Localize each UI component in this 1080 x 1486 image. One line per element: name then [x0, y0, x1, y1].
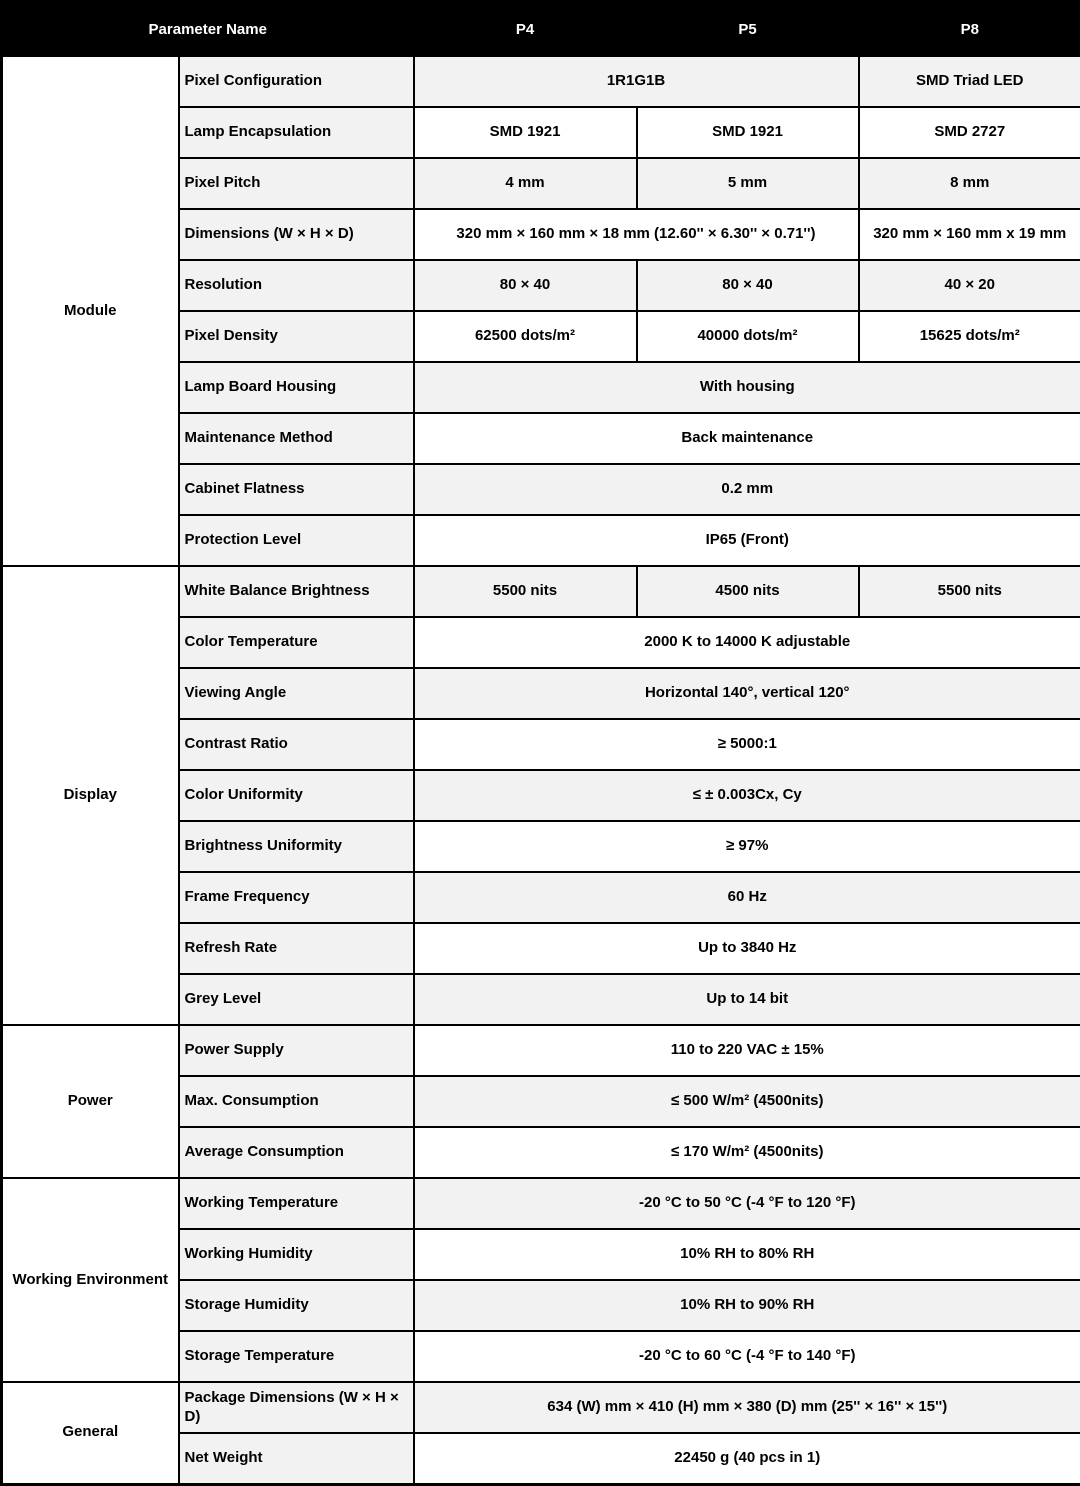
header-p8: P8 — [859, 2, 1080, 57]
value-cell: 1R1G1B — [414, 56, 859, 107]
value-cell: IP65 (Front) — [414, 515, 1080, 566]
value-cell: 4 mm — [414, 158, 637, 209]
param-cell: Pixel Density — [179, 311, 414, 362]
value-cell: Up to 3840 Hz — [414, 923, 1080, 974]
category-cell-module: Module — [2, 56, 179, 566]
value-cell: 0.2 mm — [414, 464, 1080, 515]
value-cell: SMD Triad LED — [859, 56, 1080, 107]
value-cell: 22450 g (40 pcs in 1) — [414, 1433, 1080, 1484]
param-cell: Pixel Pitch — [179, 158, 414, 209]
param-cell: Viewing Angle — [179, 668, 414, 719]
value-cell: ≤ 500 W/m² (4500nits) — [414, 1076, 1080, 1127]
value-cell: 320 mm × 160 mm × 18 mm (12.60'' × 6.30'' × 0.71'') — [414, 209, 859, 260]
param-cell: Storage Temperature — [179, 1331, 414, 1382]
param-cell: Power Supply — [179, 1025, 414, 1076]
param-cell: Lamp Board Housing — [179, 362, 414, 413]
value-cell: 10% RH to 80% RH — [414, 1229, 1080, 1280]
param-cell: Package Dimensions (W × H × D) — [179, 1382, 414, 1433]
table-row-working-temperature — [2, 1178, 1080, 1229]
value-cell: 40000 dots/m² — [637, 311, 859, 362]
table-row-power-supply — [2, 1025, 1080, 1076]
value-cell: 634 (W) mm × 410 (H) mm × 380 (D) mm (25'' × 16'' × 15'') — [414, 1382, 1080, 1433]
value-cell: 60 Hz — [414, 872, 1080, 923]
value-cell: 15625 dots/m² — [859, 311, 1080, 362]
param-cell: Protection Level — [179, 515, 414, 566]
value-cell: Back maintenance — [414, 413, 1080, 464]
param-cell: Contrast Ratio — [179, 719, 414, 770]
param-cell: Average Consumption — [179, 1127, 414, 1178]
value-cell: -20 °C to 60 °C (-4 °F to 140 °F) — [414, 1331, 1080, 1382]
table-row-pixel-configuration — [2, 56, 1080, 107]
value-cell: 40 × 20 — [859, 260, 1080, 311]
param-cell: Max. Consumption — [179, 1076, 414, 1127]
value-cell: 62500 dots/m² — [414, 311, 637, 362]
value-cell: ≤ 170 W/m² (4500nits) — [414, 1127, 1080, 1178]
value-cell: 5500 nits — [859, 566, 1080, 617]
value-cell: 320 mm × 160 mm x 19 mm — [859, 209, 1080, 260]
value-cell: ≥ 5000:1 — [414, 719, 1080, 770]
param-cell: Brightness Uniformity — [179, 821, 414, 872]
param-cell: Storage Humidity — [179, 1280, 414, 1331]
param-cell: Net Weight — [179, 1433, 414, 1484]
table-row-package-dimensions — [2, 1382, 1080, 1433]
value-cell: 110 to 220 VAC ± 15% — [414, 1025, 1080, 1076]
header-row — [2, 2, 1080, 57]
value-cell: SMD 1921 — [637, 107, 859, 158]
param-cell: Dimensions (W × H × D) — [179, 209, 414, 260]
value-cell: Up to 14 bit — [414, 974, 1080, 1025]
value-cell: Horizontal 140°, vertical 120° — [414, 668, 1080, 719]
header-p5: P5 — [637, 2, 859, 57]
param-cell: Cabinet Flatness — [179, 464, 414, 515]
param-cell: Refresh Rate — [179, 923, 414, 974]
value-cell: 10% RH to 90% RH — [414, 1280, 1080, 1331]
header-parameter-name: Parameter Name — [2, 2, 414, 57]
category-cell-display: Display — [2, 566, 179, 1025]
category-cell-working-environment: Working Environment — [2, 1178, 179, 1382]
section-display — [2, 566, 1080, 1025]
value-cell: SMD 2727 — [859, 107, 1080, 158]
section-general — [2, 1382, 1080, 1484]
category-cell-power: Power — [2, 1025, 179, 1178]
value-cell: 80 × 40 — [637, 260, 859, 311]
param-cell: Maintenance Method — [179, 413, 414, 464]
value-cell: SMD 1921 — [414, 107, 637, 158]
value-cell: ≥ 97% — [414, 821, 1080, 872]
param-cell: Grey Level — [179, 974, 414, 1025]
value-cell: -20 °C to 50 °C (-4 °F to 120 °F) — [414, 1178, 1080, 1229]
param-cell: Working Humidity — [179, 1229, 414, 1280]
param-cell: Pixel Configuration — [179, 56, 414, 107]
value-cell: 2000 K to 14000 K adjustable — [414, 617, 1080, 668]
value-cell: 8 mm — [859, 158, 1080, 209]
value-cell: With housing — [414, 362, 1080, 413]
value-cell: 5 mm — [637, 158, 859, 209]
param-cell: Color Temperature — [179, 617, 414, 668]
section-module — [2, 56, 1080, 566]
value-cell: 4500 nits — [637, 566, 859, 617]
value-cell: 5500 nits — [414, 566, 637, 617]
param-cell: Color Uniformity — [179, 770, 414, 821]
table-row-white-balance-brightness — [2, 566, 1080, 617]
header-p4: P4 — [414, 2, 637, 57]
value-cell: 80 × 40 — [414, 260, 637, 311]
param-cell: Resolution — [179, 260, 414, 311]
param-cell: Lamp Encapsulation — [179, 107, 414, 158]
section-power — [2, 1025, 1080, 1178]
param-cell: Working Temperature — [179, 1178, 414, 1229]
value-cell: ≤ ± 0.003Cx, Cy — [414, 770, 1080, 821]
param-cell: White Balance Brightness — [179, 566, 414, 617]
category-cell-general: General — [2, 1382, 179, 1484]
section-working-environment — [2, 1178, 1080, 1382]
param-cell: Frame Frequency — [179, 872, 414, 923]
